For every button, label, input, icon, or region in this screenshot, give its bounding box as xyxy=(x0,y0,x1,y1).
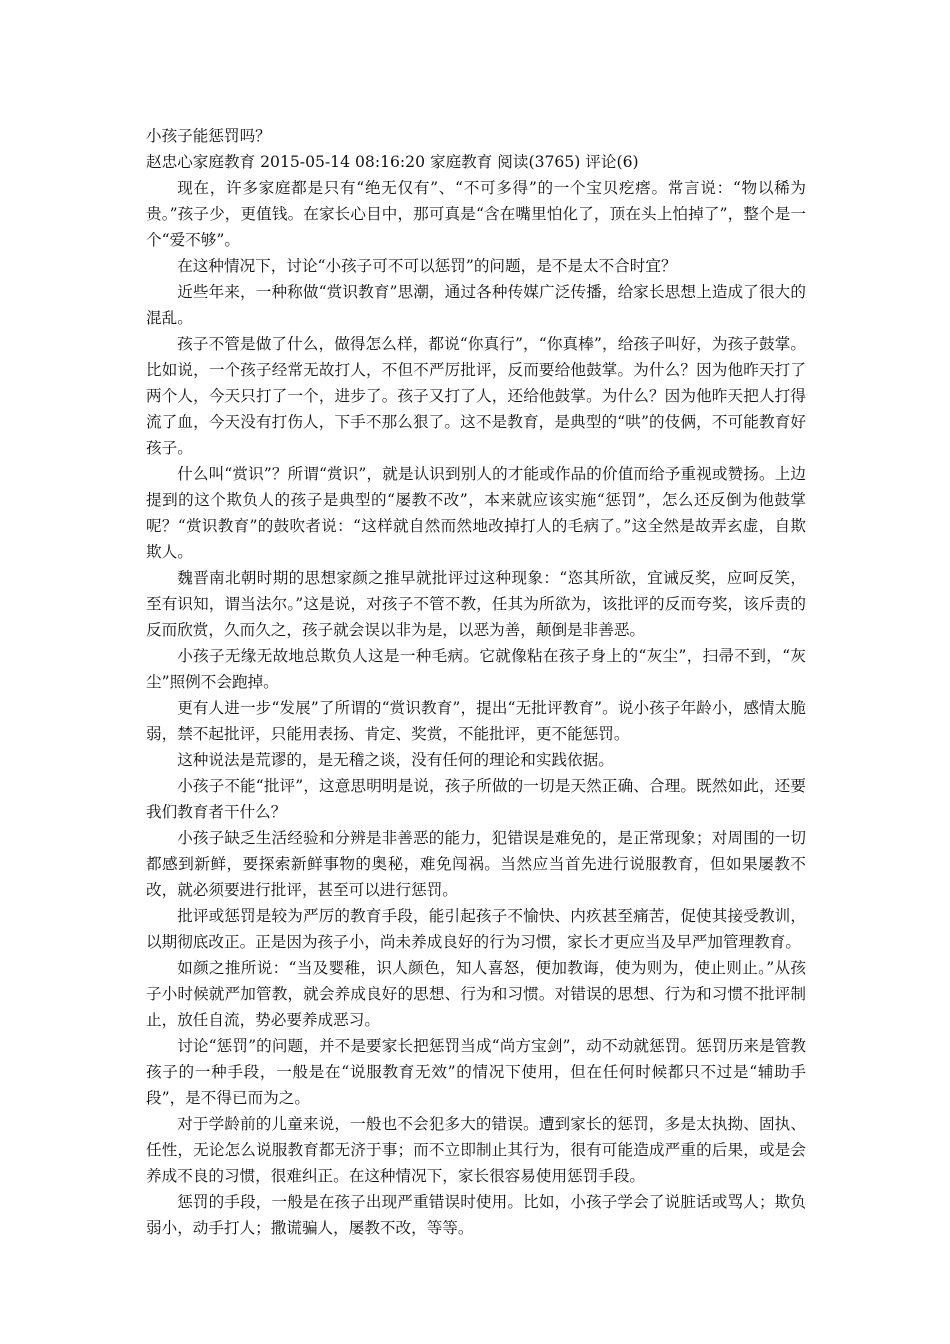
article-body xyxy=(146,175,806,1241)
paragraph: 现在，许多家庭都是只有“绝无仅有”、“不可多得”的一个宝贝疙瘩。常言说：“物以稀为贵。”孩子少，更值钱。在家长心目中，那可真是“含在嘴里怕化了，顶在头上怕掉了”，整个是一个“爱不够”。 xyxy=(146,179,806,249)
paragraph: 小孩子无缘无故地总欺负人这是一种毛病。它就像粘在孩子身上的“灰尘”，扫帚不到，“灰尘”照例不会跑掉。 xyxy=(146,647,806,691)
paragraph: 近些年来，一种称做“赏识教育”思潮，通过各种传媒广泛传播，给家长思想上造成了很大的混乱。 xyxy=(146,283,806,327)
article-meta: 赵忠心家庭教育 2015-05-14 08:16:20 家庭教育 阅读(3765) 评论(6) xyxy=(146,153,639,171)
article-title: 小孩子能惩罚吗？ xyxy=(146,127,271,145)
paragraph: 对于学龄前的儿童来说，一般也不会犯多大的错误。遭到家长的惩罚，多是太执拗、固执、任性，无论怎么说服教育都无济于事；而不立即制止其行为，很有可能造成严重的后果，或是会养成不良的习惯，很难纠正。在这种情况下，家长很容易使用惩罚手段。 xyxy=(146,1115,806,1185)
paragraph: 小孩子缺乏生活经验和分辨是非善恶的能力，犯错误是难免的，是正常现象；对周围的一切都感到新鲜，要探索新鲜事物的奥秘，难免闯祸。当然应当首先进行说服教育，但如果屡教不改，就必须要进行批评，甚至可以进行惩罚。 xyxy=(146,829,806,899)
paragraph: 魏晋南北朝时期的思想家颜之推早就批评过这种现象：“恣其所欲，宜诫反奖，应呵反笑，至有识知，谓当法尔。”这是说，对孩子不管不教，任其为所欲为，该批评的反而夸奖，该斥责的反而欣赏，久而久之，孩子就会误以非为是，以恶为善，颠倒是非善恶。 xyxy=(146,569,806,639)
paragraph: 如颜之推所说：“当及婴稚，识人颜色，知人喜怒，便加教诲，使为则为，使止则止。”从孩子小时候就严加管教，就会养成良好的思想、行为和习惯。对错误的思想、行为和习惯不批评制止，放任自流，势必要养成恶习。 xyxy=(146,959,806,1029)
paragraph: 小孩子不能“批评”，这意思明明是说，孩子所做的一切是天然正确、合理。既然如此，还要我们教育者干什么？ xyxy=(146,777,806,821)
paragraph: 讨论“惩罚”的问题，并不是要家长把惩罚当成“尚方宝剑”，动不动就惩罚。惩罚历来是管教孩子的一种手段，一般是在“说服教育无效”的情况下使用，但在任何时候都只不过是“辅助手段”，是不得已而为之。 xyxy=(146,1037,806,1107)
paragraph: 批评或惩罚是较为严厉的教育手段，能引起孩子不愉快、内疚甚至痛苦，促使其接受教训，以期彻底改正。正是因为孩子小，尚未养成良好的行为习惯，家长才更应当及早严加管理教育。 xyxy=(146,907,806,951)
paragraph: 孩子不管是做了什么，做得怎么样，都说“你真行”，“你真棒”，给孩子叫好，为孩子鼓掌。比如说，一个孩子经常无故打人，不但不严厉批评，反而要给他鼓掌。为什么？因为他昨天打了两个人，今天只打了一个，进步了。孩子又打了人，还给他鼓掌。为什么？因为他昨天把人打得流了血，今天没有打伤人，下手不那么狠了。这不是教育，是典型的“哄”的伎俩，不可能教育好孩子。 xyxy=(146,335,806,457)
paragraph: 在这种情况下，讨论“小孩子可不可以惩罚”的问题，是不是太不合时宜？ xyxy=(177,257,677,275)
document-page xyxy=(146,123,806,1241)
paragraph: 惩罚的手段，一般是在孩子出现严重错误时使用。比如，小孩子学会了说脏话或骂人；欺负弱小，动手打人；撒谎骗人，屡教不改，等等。 xyxy=(146,1193,806,1237)
paragraph: 什么叫“赏识”？所谓“赏识”，就是认识到别人的才能或作品的价值而给予重视或赞扬。上边提到的这个欺负人的孩子是典型的“屡教不改”，本来就应该实施“惩罚”，怎么还反倒为他鼓掌呢？“赏识教育”的鼓吹者说：“这样就自然而然地改掉打人的毛病了。”这全然是故弄玄虚，自欺欺人。 xyxy=(146,465,806,561)
paragraph: 更有人进一步“发展”了所谓的“赏识教育”，提出“无批评教育”。说小孩子年龄小，感情太脆弱，禁不起批评，只能用表扬、肯定、奖赏，不能批评，更不能惩罚。 xyxy=(146,699,806,743)
paragraph: 这种说法是荒谬的，是无稽之谈，没有任何的理论和实践依据。 xyxy=(177,751,614,769)
